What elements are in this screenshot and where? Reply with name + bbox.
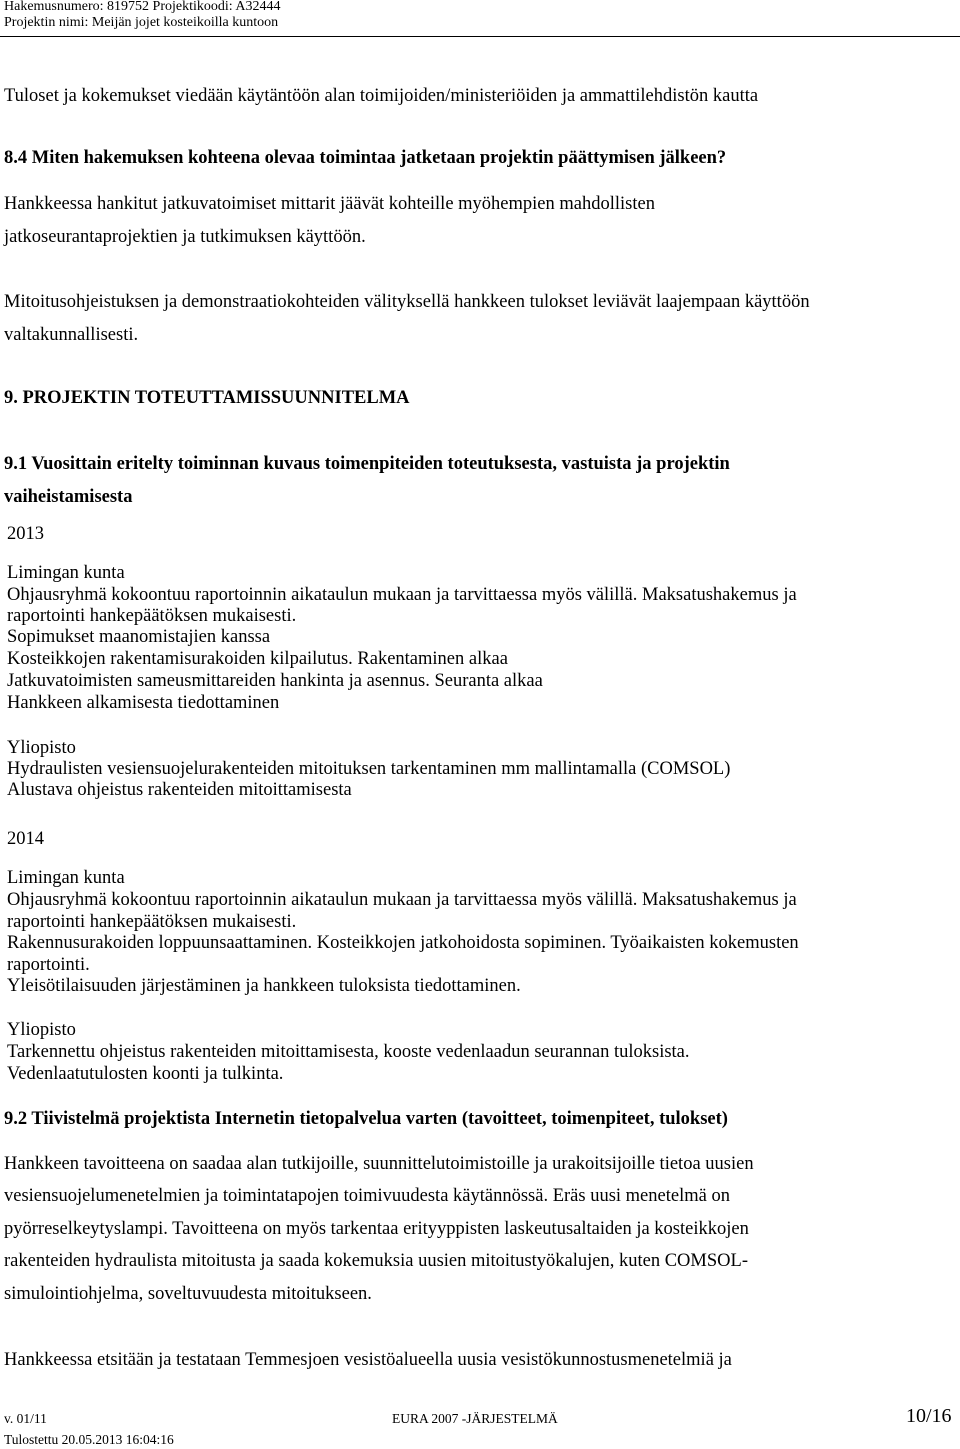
- section-8-4-heading: 8.4 Miten hakemuksen kohteena olevaa toimintaa jatketaan projektin päättymisen jälkeen?: [4, 148, 727, 168]
- section-8-4-p2-line2: valtakunnallisesti.: [4, 325, 139, 345]
- plan-2013-line6: Hankkeen alkamisesta tiedottaminen: [7, 693, 280, 713]
- org-yliopisto-2013: Yliopisto: [7, 738, 76, 758]
- section-8-4-p1-line2: jatkoseurantaprojektien ja tutkimuksen käyttöön.: [4, 227, 366, 247]
- org-yliopisto-2014: Yliopisto: [7, 1020, 76, 1040]
- year-2014: 2014: [7, 829, 44, 849]
- plan-2014-line4: raportointi.: [7, 955, 90, 975]
- plan-2013-line1: Ohjausryhmä kokoontuu raportoinnin aikataulun mukaan ja tarvittaessa myös välillä. Maksatushakemus ja: [7, 585, 797, 605]
- plan-2014-uni-line1: Tarkennettu ohjeistus rakenteiden mitoittamisesta, kooste vedenlaadun seurannan tuloksista.: [7, 1042, 690, 1062]
- footer-printed-timestamp: Tulostettu 20.05.2013 16:04:16: [4, 1432, 174, 1447]
- summary-line1: Hankkeen tavoitteena on saadaa alan tutkijoille, suunnittelutoimistoille ja urakoitsijoille tietoa uusien: [4, 1154, 754, 1174]
- plan-2013-line4: Kosteikkojen rakentamisurakoiden kilpailutus. Rakentaminen alkaa: [7, 649, 508, 669]
- section-9-heading: 9. PROJEKTIN TOTEUTTAMISSUUNNITELMA: [4, 388, 410, 408]
- footer-version: v. 01/11: [4, 1411, 47, 1426]
- plan-2014-line3: Rakennusurakoiden loppuunsaattaminen. Kosteikkojen jatkohoidosta sopiminen. Työaikaisten kokemusten: [7, 933, 799, 953]
- summary-line4: rakenteiden hydraulista mitoitusta ja saada kokemuksia uusien mitoitustyökalujen, kuten COMSOL-: [4, 1251, 748, 1271]
- plan-2013-uni-line2: Alustava ohjeistus rakenteiden mitoittamisesta: [7, 780, 352, 800]
- org-limingan-kunta-2014: Limingan kunta: [7, 868, 125, 888]
- plan-2014-uni-line2: Vedenlaatutulosten koonti ja tulkinta.: [7, 1064, 284, 1084]
- summary-paragraph2: Hankkeessa etsitään ja testataan Temmesjoen vesistöalueella uusia vesistökunnostusmenetelmiä ja: [4, 1350, 732, 1370]
- results-paragraph: Tuloset ja kokemukset viedään käytäntöön alan toimijoiden/ministeriöiden ja ammattilehdistön kautta: [4, 86, 759, 106]
- plan-2014-line2: raportointi hankepäätöksen mukaisesti.: [7, 912, 297, 932]
- plan-2013-line5: Jatkuvatoimisten sameusmittareiden hankinta ja asennus. Seuranta alkaa: [7, 671, 543, 691]
- year-2013: 2013: [7, 524, 44, 544]
- plan-2014-line1: Ohjausryhmä kokoontuu raportoinnin aikataulun mukaan ja tarvittaessa myös välillä. Maksatushakemus ja: [7, 890, 797, 910]
- footer-page-number: 10/16: [906, 1405, 952, 1427]
- summary-line3: pyörreselkeytyslampi. Tavoitteena on myös tarkentaa erityyppisten laskeutusaltaiden ja kosteikkojen: [4, 1219, 749, 1239]
- plan-2013-line3: Sopimukset maanomistajien kanssa: [7, 627, 271, 647]
- section-9-2-heading: 9.2 Tiivistelmä projektista Internetin tietopalvelua varten (tavoitteet, toimenpiteet, tulokset): [4, 1109, 728, 1129]
- section-8-4-p2-line1: Mitoitusohjeistuksen ja demonstraatiokohteiden välityksellä hankkeen tulokset leviävät laajempaan käyttöön: [4, 292, 810, 312]
- section-9-1-heading-line2: vaiheistamisesta: [4, 487, 133, 507]
- header-project-name: Projektin nimi: Meijän jojet kosteikoilla kuntoon: [4, 15, 279, 30]
- summary-line5: simulointiohjelma, soveltuvuudesta mitoitukseen.: [4, 1284, 372, 1304]
- header-divider: [0, 36, 960, 37]
- org-limingan-kunta-2013: Limingan kunta: [7, 563, 125, 583]
- header-application-number: Hakemusnumero: 819752 Projektikoodi: A32444: [4, 0, 281, 14]
- summary-line2: vesiensuojelumenetelmien ja toimintatapojen toimivuudesta käytännössä. Eräs uusi menetelmä on: [4, 1186, 730, 1206]
- footer-system: EURA 2007 -JÄRJESTELMÄ: [392, 1411, 558, 1426]
- section-9-1-heading-line1: 9.1 Vuosittain eritelty toiminnan kuvaus toimenpiteiden toteutuksesta, vastuista ja projektin: [4, 454, 730, 474]
- plan-2013-uni-line1: Hydraulisten vesiensuojelurakenteiden mitoituksen tarkentaminen mm mallintamalla (COMSOL): [7, 759, 731, 779]
- plan-2013-line2: raportointi hankepäätöksen mukaisesti.: [7, 606, 297, 626]
- plan-2014-line5: Yleisötilaisuuden järjestäminen ja hankkeen tuloksista tiedottaminen.: [7, 976, 521, 996]
- section-8-4-p1-line1: Hankkeessa hankitut jatkuvatoimiset mittarit jäävät kohteille myöhempien mahdollisten: [4, 194, 655, 214]
